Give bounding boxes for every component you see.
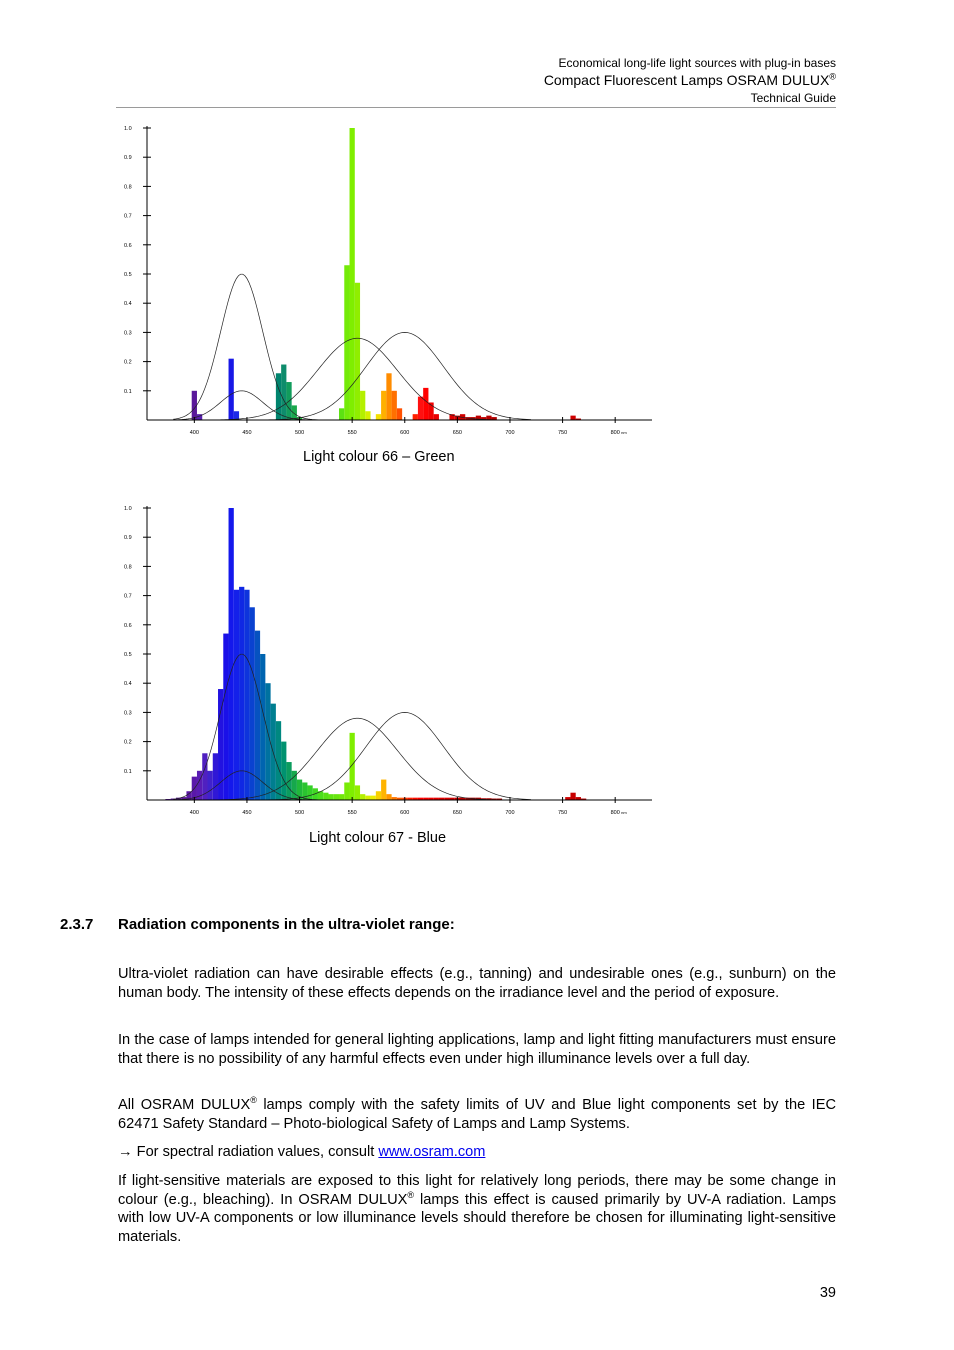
spectrum-bar <box>376 414 381 420</box>
y-tick-label: 0.3 <box>124 710 132 717</box>
spectrum-bar <box>423 388 428 420</box>
x-unit-label: nm <box>621 810 627 815</box>
x-tick-label: 800 <box>610 430 620 436</box>
x-tick-label: 450 <box>242 810 252 816</box>
spectrum-bar <box>334 794 339 800</box>
p3-text-b: lamps comply with the safety limits of UV and Blue light components set by the IEC 62471 Safety Standard – Photo-biological Safety of Lamps and Lamp Systems. <box>118 1097 836 1132</box>
header-title <box>544 72 836 88</box>
x-tick-label: 550 <box>347 430 357 436</box>
chart-caption-blue: Light colour 67 - Blue <box>309 830 447 846</box>
paragraph-general-lighting: In the case of lamps intended for general lighting applications, lamp and light fitting manufacturers must ensure that there is no possibility of any harmful effects even under high illuminance levels over a full day. <box>118 1032 836 1067</box>
registered-mark: ® <box>250 1095 257 1106</box>
y-tick-label: 0.6 <box>124 242 132 249</box>
spectrum-bar <box>355 283 360 420</box>
spectrum-bar <box>281 365 286 420</box>
spectrum-bar <box>434 414 439 420</box>
paragraph-uv-effects: Ultra-violet radiation can have desirable effects (e.g., tanning) and undesirable ones (e.g., sunburn) on the human body. The intensity of these effects depends on the irradiance level and the period of exposure. <box>118 966 836 1001</box>
spectrum-bar <box>234 590 239 800</box>
spectrum-bar <box>365 796 370 800</box>
x-tick-label: 500 <box>294 430 305 436</box>
x-tick-label: 650 <box>452 810 462 816</box>
spectrum-bar <box>250 607 255 800</box>
spectrum-bar <box>397 408 402 420</box>
spectrum-bar <box>570 793 575 800</box>
y-tick-label: 1.0 <box>124 126 132 132</box>
y-tick-label: 0.3 <box>124 330 132 337</box>
spectrum-bar <box>229 508 234 800</box>
y-tick-label: 0.8 <box>124 184 132 191</box>
y-tick-label: 0.9 <box>124 535 132 542</box>
page-number: 39 <box>819 1285 836 1301</box>
spectrum-bar <box>381 780 386 800</box>
y-tick-label: 0.2 <box>124 359 132 366</box>
spectrum-bar <box>339 408 344 420</box>
spectrum-bar <box>207 771 212 800</box>
y-tick-label: 1.0 <box>124 506 132 512</box>
x-tick-label: 800 <box>610 810 620 816</box>
spectrum-bar <box>229 359 234 420</box>
x-tick-label: 450 <box>242 430 252 436</box>
spectrum-bar <box>371 796 376 800</box>
spectrum-bar <box>386 794 391 800</box>
y-tick-label: 0.7 <box>124 593 132 600</box>
spectrum-bar <box>360 391 365 420</box>
chart-caption-green: Light colour 66 – Green <box>303 449 455 465</box>
spectrum-chart-blue <box>112 498 662 822</box>
x-tick-label: 600 <box>400 810 410 816</box>
spectrum-bar <box>234 411 239 420</box>
header-title-text: Compact Fluorescent Lamps OSRAM DULUX <box>543 72 830 88</box>
spectrum-bar <box>344 265 349 420</box>
y-tick-label: 0.6 <box>124 622 132 629</box>
spectrum-bar <box>339 794 344 800</box>
spectrum-bar <box>292 405 297 420</box>
spectrum-bar <box>413 414 418 420</box>
spectrum-bar <box>281 742 286 800</box>
p3-text-a: All OSRAM DULUX <box>118 1097 251 1113</box>
header-subtitle: Economical long-life light sources with plug-in bases <box>558 56 836 70</box>
y-tick-label: 0.1 <box>124 388 132 395</box>
spectrum-bar <box>392 391 397 420</box>
registered-mark: ® <box>407 1189 415 1200</box>
spectrum-bar <box>328 794 333 800</box>
x-tick-label: 700 <box>505 430 515 436</box>
y-tick-label: 0.4 <box>124 681 132 688</box>
arrow-icon: → <box>118 1144 133 1160</box>
paragraph-light-sensitive <box>118 1172 836 1247</box>
spectrum-bar <box>255 631 260 800</box>
y-tick-label: 0.9 <box>124 155 132 162</box>
spectrum-bar <box>213 753 218 800</box>
section-title: Radiation components in the ultra-violet range: <box>118 916 455 933</box>
paragraph-safety-limits <box>118 1096 836 1133</box>
registered-mark: ® <box>829 71 836 82</box>
y-tick-label: 0.5 <box>124 652 132 658</box>
spectrum-bar <box>355 785 360 800</box>
spectrum-bar <box>350 128 355 420</box>
spectrum-bar <box>307 785 312 800</box>
header-guide-label: Technical Guide <box>750 91 836 105</box>
spectrum-bar <box>218 689 223 800</box>
x-tick-label: 650 <box>452 430 462 436</box>
y-tick-label: 0.5 <box>124 272 132 278</box>
spectrum-bar <box>323 793 328 800</box>
p4-text: For spectral radiation values, consult <box>132 1144 379 1160</box>
x-tick-label: 400 <box>189 430 199 436</box>
spectrum-bar <box>418 397 423 420</box>
spectrum-bar <box>260 654 265 800</box>
spectrum-chart-green <box>112 118 662 440</box>
spectrum-bar <box>239 587 244 800</box>
y-tick-label: 0.1 <box>124 768 132 775</box>
osram-website-link[interactable]: www.osram.com <box>378 1144 486 1160</box>
x-unit-label: nm <box>621 430 627 435</box>
spectrum-bar <box>350 733 355 800</box>
spectrum-bar <box>365 411 370 420</box>
spectrum-bar <box>344 782 349 800</box>
spectrum-bar <box>360 794 365 800</box>
x-tick-label: 500 <box>294 810 305 816</box>
section-number: 2.3.7 <box>60 916 94 933</box>
spectrum-bar <box>386 373 391 420</box>
spectrum-bar <box>381 391 386 420</box>
y-tick-label: 0.8 <box>124 564 132 571</box>
spectrum-bar <box>244 590 249 800</box>
y-tick-label: 0.4 <box>124 301 132 308</box>
y-tick-label: 0.2 <box>124 739 132 746</box>
header-divider <box>116 107 836 108</box>
x-tick-label: 400 <box>189 810 199 816</box>
x-tick-label: 550 <box>347 810 357 816</box>
x-tick-label: 600 <box>400 430 410 436</box>
paragraph-spectral-reference <box>118 1143 836 1162</box>
y-tick-label: 0.7 <box>124 213 132 220</box>
x-tick-label: 750 <box>557 430 568 436</box>
p5-text-a: If light-sensitive materials are exposed to this light for relatively long periods, there may be some change in colour (e.g., bleaching). In OSRAM DULUX <box>118 1173 836 1208</box>
spectrum-bar <box>570 416 575 420</box>
x-tick-label: 750 <box>557 810 568 816</box>
p5-text-b: lamps this effect is caused primarily by UV-A radiation. Lamps with low UV-A components or low illuminance levels should therefore be chosen for illuminating light-sensitive materials. <box>118 1191 836 1246</box>
x-tick-label: 700 <box>505 810 515 816</box>
spectrum-bar <box>376 791 381 800</box>
spectrum-bar <box>223 634 228 800</box>
